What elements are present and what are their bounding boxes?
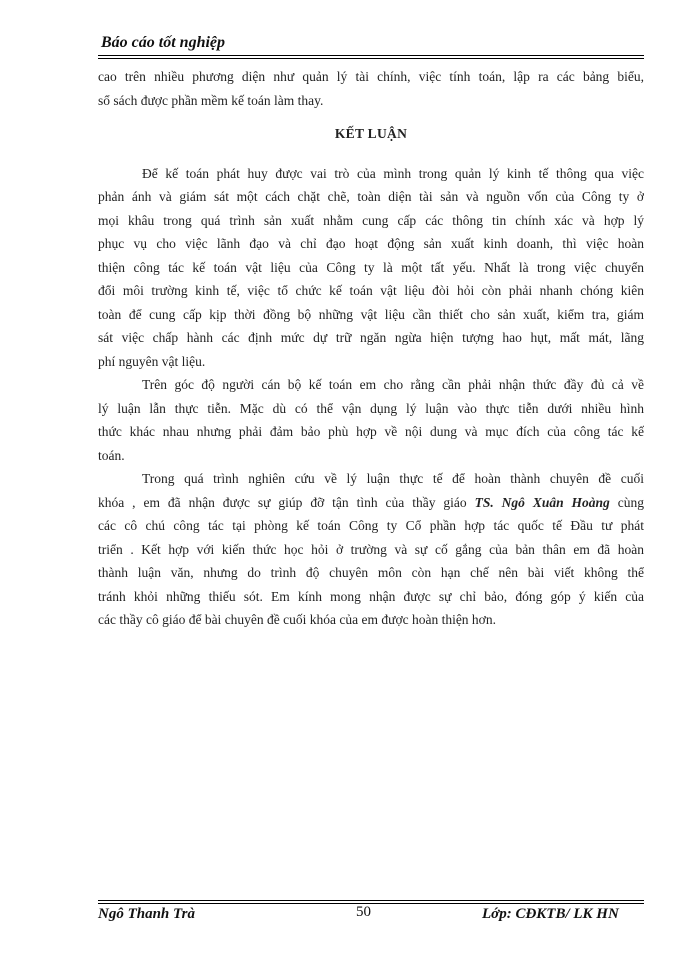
p1-line-4: phục vụ cho việc lãnh đạo và chỉ đạo hoạt động sản xuất kinh doanh, thì việc hoàn [98, 236, 644, 251]
intro-line-1: cao trên nhiều phương diện như quản lý tài chính, việc tính toán, lập ra các bảng biểu, [98, 69, 644, 84]
p2-line-1: Trên góc độ người cán bộ kế toán em cho rằng cần phải nhận thức đầy đủ cả về [142, 377, 644, 392]
page-header-title: Báo cáo tốt nghiệp [101, 34, 226, 51]
footer-divider [98, 900, 644, 904]
conclusion-paragraph-3 [98, 467, 644, 632]
p1-line-7: toàn để cung cấp kịp thời đồng bộ những vật liệu cần thiết cho sản xuất, kiểm tra, giám [98, 306, 644, 322]
p3-line-6: tránh khỏi những thiếu sót. Em kính mong nhận được sự chỉ bảo, đóng góp ý kiến của [98, 588, 644, 604]
p2-line-3: thức khác nhau nhưng phải đảm bảo phù hợp về nội dung và mục đích của công tác kế [98, 424, 644, 439]
advisor-name: TS. Ngô Xuân Hoàng [474, 494, 610, 510]
p2-line-2: lý luận lẫn thực tiễn. Mặc dù có thể vận dụng lý luận vào thực tiễn dưới nhiều hình [98, 400, 644, 416]
p1-line-5: thiện công tác kế toán vật liệu của Công ty là một tất yếu. Nhất là trong việc chuyển [98, 259, 644, 275]
p3-line-2-before: khóa , em đã nhận được sự giúp đỡ tận tình của thầy giáo [98, 494, 475, 510]
document-body [98, 65, 644, 632]
intro-line-2: sổ sách được phần mềm kế toán làm thay. [98, 92, 324, 108]
intro-paragraph [98, 65, 644, 112]
footer-author: Ngô Thanh Trà [98, 906, 195, 922]
p3-line-2-after: cùng [609, 494, 644, 510]
p1-line-6: đổi môi trường kinh tế, việc tổ chức kế toán vật liệu đòi hỏi còn phải nhanh chóng kiên [98, 283, 644, 298]
header-divider [98, 55, 644, 59]
p3-line-4: triển . Kết hợp với kiến thức học hỏi ở trường và sự cố gắng của bản thân em đã hoàn [98, 541, 644, 557]
conclusion-paragraph-2 [98, 373, 644, 467]
p1-line-8: sát việc chấp hành các định mức dự trữ ngăn ngừa hiện tượng hao hụt, mất mát, lãng [98, 330, 644, 345]
p2-line-4: toán. [98, 447, 125, 463]
p1-line-1: Để kế toán phát huy được vai trò của mình trong quản lý kinh tế thông qua việc [142, 165, 644, 181]
page-number: 50 [356, 904, 371, 920]
p1-line-2: phản ánh và giám sát một cách chặt chẽ, toàn diện tài sản và nguồn vốn của Công ty ở [98, 189, 644, 204]
p1-line-3: mọi khâu trong quá trình sản xuất nhằm cung cấp các thông tin chính xác và hợp lý [98, 212, 644, 228]
p3-line-3: các cô chú công tác tại phòng kế toán Công ty Cổ phần hợp tác quốc tế Đầu tư phát [98, 518, 644, 533]
p3-line-2 [98, 491, 644, 515]
conclusion-paragraph-1 [98, 162, 644, 374]
p1-line-9: phí nguyên vật liệu. [98, 353, 206, 369]
conclusion-heading: KẾT LUẬN [334, 126, 408, 141]
p3-line-5: thành luận văn, nhưng do trình độ chuyên môn còn hạn chế nên bài viết không thể [98, 565, 644, 580]
footer-class-label: Lớp: CĐKTB/ LK HN [482, 906, 619, 922]
p3-line-7: các thầy cô giáo để bài chuyên đề cuối khóa của em được hoàn thiện hơn. [98, 612, 496, 627]
p3-line-1: Trong quá trình nghiên cứu về lý luận thực tế để hoàn thành chuyên đề cuối [142, 471, 644, 486]
